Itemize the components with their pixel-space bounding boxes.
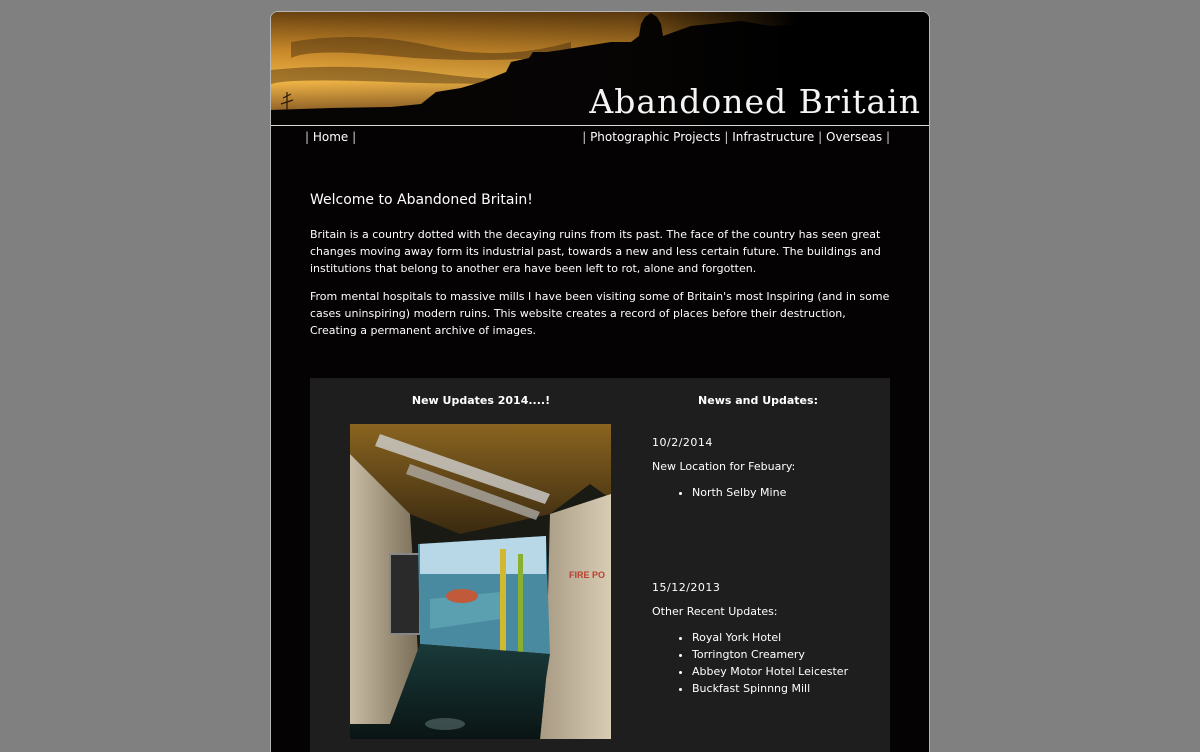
nav-separator: |: [305, 130, 310, 144]
nav-right: [582, 130, 890, 144]
news-title: New Location for Febuary:: [652, 460, 796, 473]
nav-photographic-projects-link[interactable]: Photographic Projects: [590, 130, 721, 144]
list-item[interactable]: • Torrington Creamery: [692, 646, 872, 663]
new-updates-heading: New Updates 2014....!: [411, 394, 551, 407]
intro-paragraph-2: From mental hospitals to massive mills I have been visiting some of Britain's most Inspiring (and in some cases uninspiring) modern ruins. This website creates a record of places before their destruction, Creating a permanent archive of images.: [310, 290, 890, 337]
news-date: 15/12/2013: [652, 581, 721, 594]
list-item[interactable]: • Royal York Hotel: [692, 629, 872, 646]
news-updates-heading: News and Updates:: [698, 394, 818, 407]
header-banner: [271, 12, 929, 126]
news-entry: [652, 581, 872, 697]
news-list: [652, 484, 872, 501]
nav-left: [305, 130, 356, 144]
nav-infrastructure-link[interactable]: Infrastructure: [732, 130, 815, 144]
news-title: Other Recent Updates:: [652, 605, 778, 618]
updates-panel: [310, 378, 890, 752]
site-title: Abandoned Britain: [589, 82, 921, 121]
news-entry: [652, 436, 872, 501]
nav-overseas-link[interactable]: Overseas: [826, 130, 883, 144]
list-item[interactable]: • Abbey Motor Hotel Leicester: [692, 663, 872, 680]
nav-separator: |: [724, 130, 729, 144]
list-item[interactable]: • Buckfast Spinnng Mill: [692, 680, 872, 697]
page-container: [270, 11, 930, 752]
fire-point-sign: FIRE PO: [569, 570, 606, 580]
news-list: [652, 629, 872, 697]
nav-separator: |: [818, 130, 823, 144]
nav-home-link[interactable]: Home: [312, 130, 349, 144]
nav-separator: |: [352, 130, 357, 144]
news-date: 10/2/2014: [652, 436, 713, 449]
nav-separator: |: [885, 130, 890, 144]
abandoned-building-photo: [350, 424, 611, 739]
list-item[interactable]: • North Selby Mine: [692, 484, 872, 501]
featured-photo[interactable]: [350, 424, 611, 739]
intro-paragraph-1: Britain is a country dotted with the decaying ruins from its past. The face of the country has seen great changes moving away form its industrial past, towards a new and less certain future. The buildings and institutions that belong to another era have been left to rot, alone and forgotten.: [310, 228, 881, 275]
welcome-heading: Welcome to Abandoned Britain!: [310, 192, 533, 208]
nav-separator: |: [582, 130, 587, 144]
